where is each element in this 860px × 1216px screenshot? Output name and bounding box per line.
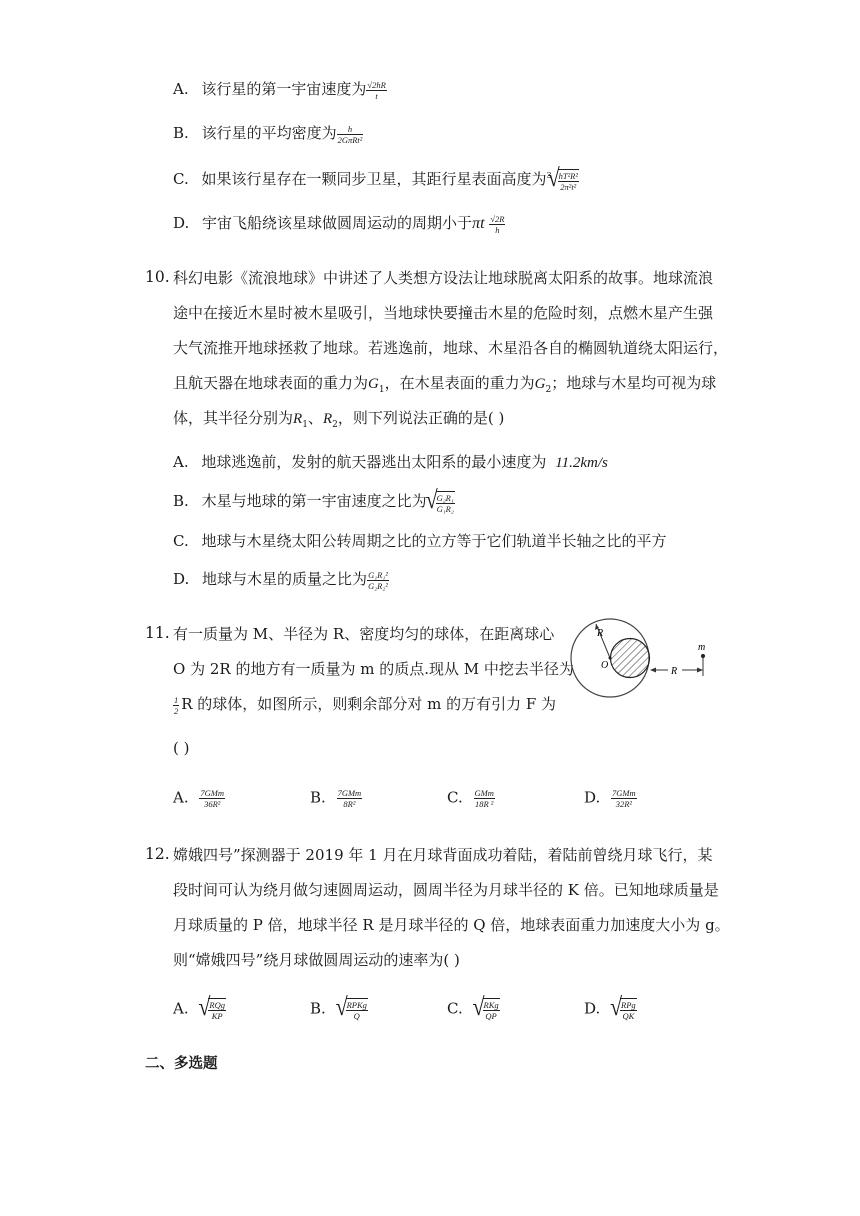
- q12-stem-line3: 月球质量的 P 倍，地球半径 R 是月球半径的 Q 倍，地球表面重力加速度大小为 g。: [173, 916, 730, 934]
- label-R-inner: R: [597, 628, 604, 639]
- q10-option-c: C. 地球与木星绕太阳公转周期之比的立方等于它们轨道半长轴之比的平方: [173, 532, 667, 550]
- q10-number: 10.: [145, 268, 170, 286]
- q9-option-a-label: A.: [173, 80, 189, 98]
- q10-stem-line5: 体，其半径分别为$R_1$、$R_2$，则下列说法正确的是( ): [173, 409, 505, 430]
- q9-option-d-text: 宇宙飞船绕该星球做圆周运动的周期小于: [202, 214, 473, 232]
- q9-option-d-formula: $\frac{√2R}{h}$: [490, 213, 505, 235]
- q11-option-d: D. $\frac{\text{7GMm}}{\text{32R²}}$: [584, 788, 636, 809]
- section-title-multiple-choice: 二、多选题: [145, 1056, 218, 1072]
- q9-option-d-label: D.: [173, 214, 190, 232]
- q9-option-b-formula: $\frac{h}{\text{2GπRt²}}$: [337, 123, 363, 145]
- q10-option-b-formula: √ $\frac{\text{G₂R₁}}{\text{G₁R₂}}$: [427, 491, 455, 514]
- q9-option-a-formula: $\frac{√2hR}{t}$: [367, 79, 386, 101]
- q12-option-c: C. √ $\frac{\text{RKg}}{QP}$: [447, 998, 500, 1021]
- q10-stem-line4: 且航天器在地球表面的重力为$G_1$，在木星表面的重力为$G_2$；地球与木星均可视为球: [173, 374, 717, 395]
- q9-option-b-label: B.: [173, 124, 189, 142]
- q10-stem-line2: 途中在接近木星时被木星吸引，当地球快要撞击木星的危险时刻，点燃木星产生强: [173, 304, 714, 322]
- q11-option-b: B. $\frac{\text{7GMm}}{\text{8R²}}$: [310, 788, 362, 809]
- label-R-arrow: R: [671, 666, 678, 677]
- q9-option-b-text: 该行星的平均密度为: [201, 124, 337, 142]
- q12-option-a: A. √ $\frac{\text{RQg}}{KP}$: [173, 998, 226, 1021]
- q9-option-b: [173, 122, 363, 145]
- q9-option-a-text: 该行星的第一宇宙速度为: [201, 80, 367, 98]
- q12-option-d: D. √ $\frac{\text{RPg}}{QK}$: [584, 998, 637, 1021]
- q10-option-b: B. 木星与地球的第一宇宙速度之比为 √ $\frac{\text{G₂R₁}}{\text{G₁R₂}}$: [173, 490, 455, 514]
- q11-figure: [566, 612, 726, 702]
- q11-number: 11.: [145, 624, 170, 642]
- q11-stem-line4: ( ): [173, 739, 190, 757]
- q10-option-a: A. 地球逃逸前，发射的航天器逃出太阳系的最小速度为 11.2km/s: [173, 453, 608, 471]
- cavity-sphere: [611, 639, 650, 678]
- q11-stem-line2: O 为 2R 的地方有一质量为 m 的质点.现从 M 中挖去半径为: [173, 660, 574, 678]
- q12-stem-line1: 嫦娥四号”探测器于 2019 年 1 月在月球背面成功着陆，着陆前曾绕月球飞行，某: [173, 846, 713, 864]
- q10-stem-line3: 大气流推开地球拯救了地球。若逃逸前，地球、木星沿各自的椭圆轨道绕太阳运行，: [173, 339, 729, 357]
- q10-option-a-value: 11.2km/s: [555, 455, 608, 471]
- q12-option-b: B. √ $\frac{\text{RPKg}}{Q}$: [310, 998, 368, 1021]
- q12-number: 12.: [145, 845, 170, 863]
- q10-stem-line1: 科幻电影《流浪地球》中讲述了人类想方设法让地球脱离太阳系的故事。地球流浪: [173, 269, 714, 287]
- q9-option-a: [173, 78, 387, 101]
- q9-option-c-label: C.: [173, 170, 189, 188]
- q10-option-d-formula: $\frac{\text{G₁R₁²}}{\text{G₂R₂²}}$: [368, 569, 388, 591]
- q11-stem-line1: 有一质量为 M、半径为 R、密度均匀的球体，在距离球心: [173, 625, 555, 643]
- label-O: O: [601, 660, 609, 671]
- q9-option-c-text: 如果该行星存在一颗同步卫星，其距行星表面高度为: [201, 170, 547, 188]
- q9-option-d: D. 宇宙飞船绕该星球做圆周运动的周期小于πt $\frac{√2R}{h}$: [173, 213, 505, 235]
- q11-option-c: C. $\frac{\text{GMm}}{\text{18R ²}}$: [447, 788, 494, 809]
- label-m: m: [698, 642, 706, 653]
- q11-stem-line3: $\frac{1}{2}$ R 的球体，如图所示，则剩余部分对 m 的万有引力 F 为: [174, 694, 557, 716]
- q11-option-a: A. $\frac{\text{7GMm}}{\text{36R²}}$: [173, 788, 224, 809]
- q12-stem-line2: 段时间可认为绕月做匀速圆周运动，圆周半径为月球半径的 K 倍。已知地球质量是: [173, 881, 719, 899]
- q9-option-c-formula: √ $\frac{\text{hT²R²}}{\text{2π²t²}}$: [549, 169, 579, 192]
- q9-option-c: C. 如果该行星存在一颗同步卫星，其距行星表面高度为$^3$ √ $\frac{\text{hT²R²}}{\text{2π²t²}}$: [173, 168, 579, 192]
- q10-option-d: D. 地球与木星的质量之比为 $\frac{\text{G₁R₁²}}{\text{G₂R₂²}}$: [173, 569, 388, 591]
- q12-stem-line4: 则“嫦娥四号”绕月球做圆周运动的速率为( ): [173, 951, 460, 969]
